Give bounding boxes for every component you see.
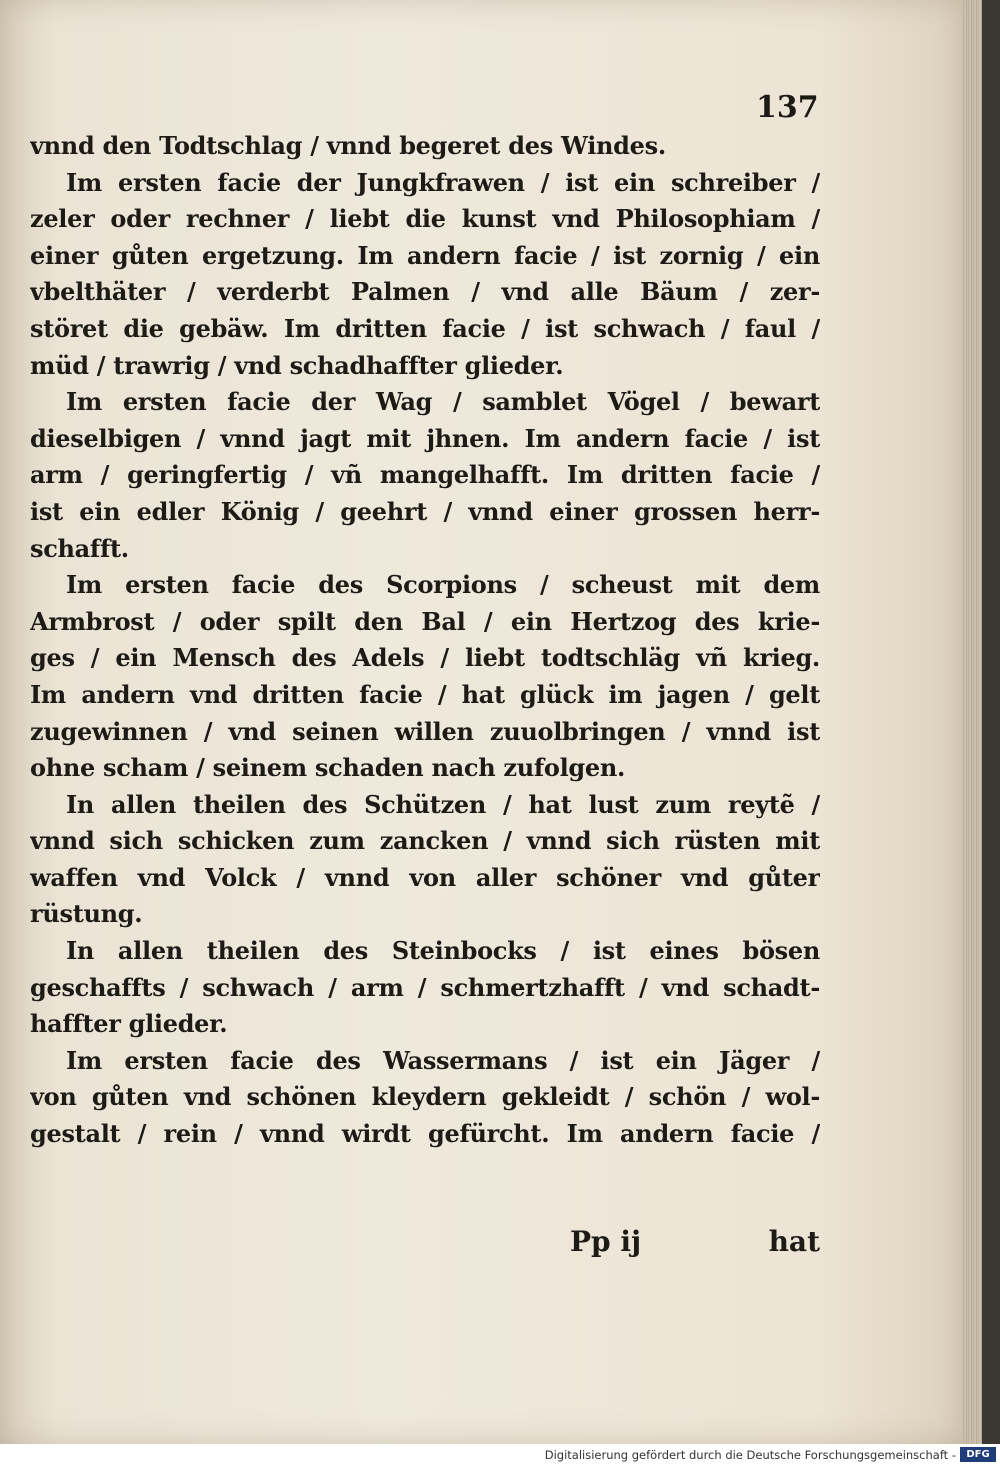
text-line: Im andern vnd dritten facie / hat glück im jagen / gelt [30, 679, 820, 709]
text-line: Im ersten facie des Scorpions / scheust mit dem [66, 570, 820, 600]
text-line: geschaffts / schwach / arm / schmertzhafft / vnd schadt- [30, 972, 820, 1002]
text-line: gestalt / rein / vnnd wirdt gefürcht. Im andern facie / [30, 1119, 820, 1149]
text-line: haffter glieder. [30, 1009, 228, 1039]
text-line: schafft. [30, 533, 129, 563]
page-number: 137 [756, 90, 819, 125]
footer-bar [0, 1444, 1000, 1466]
text-line: ist ein edler König / geehrt / vnnd einer grossen herr- [30, 496, 820, 526]
text-line: ges / ein Mensch des Adels / liebt todtschläg vñ krieg. [30, 643, 820, 673]
dfg-logo-icon: DFG [960, 1447, 996, 1462]
text-line: müd / trawrig / vnd schadhaffter glieder. [30, 350, 564, 380]
text-line: In allen theilen des Schützen / hat lust zum reytẽ / [66, 789, 820, 819]
text-line: von gůten vnd schönen kleydern gekleidt / schön / wol- [30, 1082, 820, 1112]
text-line: zugewinnen / vnd seinen willen zuuolbringen / vnnd ist [30, 716, 820, 746]
text-line: zeler oder rechner / liebt die kunst vnd Philosophiam / [30, 204, 820, 234]
text-line: vbelthäter / verderbt Palmen / vnd alle Bäum / zer- [30, 277, 820, 307]
text-line: Im ersten facie der Jungkfrawen / ist ein schreiber / [66, 167, 820, 197]
text-line: waffen vnd Volck / vnnd von aller schöner vnd gůter [30, 862, 820, 892]
text-line: Armbrost / oder spilt den Bal / ein Hertzog des krie- [30, 606, 820, 636]
text-line: In allen theilen des Steinbocks / ist eines bösen [66, 936, 820, 966]
text-line: arm / geringfertig / vñ mangelhafft. Im dritten facie / [30, 460, 820, 490]
text-line: ohne scham / seinem schaden nach zufolgen. [30, 753, 626, 783]
text-line: rüstung. [30, 899, 143, 929]
text-line: störet die gebäw. Im dritten facie / ist schwach / faul / [30, 313, 820, 343]
text-line: einer gůten ergetzung. Im andern facie / ist zornig / ein [30, 240, 820, 270]
signature-mark: Pp ij [570, 1225, 642, 1258]
funding-notice: Digitalisierung gefördert durch die Deutsche Forschungsgemeinschaft - [544, 1448, 956, 1462]
text-line: vnnd den Todtschlag / vnnd begeret des Windes. [30, 131, 666, 160]
text-line: dieselbigen / vnnd jagt mit jhnen. Im andern facie / ist [30, 423, 820, 453]
text-line: Im ersten facie der Wag / samblet Vögel / bewart [66, 387, 820, 417]
body-text [30, 128, 820, 1153]
book-cover-edge [982, 0, 1000, 1444]
text-line: vnnd sich schicken zum zancken / vnnd sich rüsten mit [30, 826, 820, 856]
catchword: hat [768, 1225, 820, 1258]
text-line: Im ersten facie des Wassermans / ist ein Jäger / [66, 1045, 820, 1075]
page-foot [30, 1225, 820, 1265]
page-edges [962, 0, 982, 1444]
